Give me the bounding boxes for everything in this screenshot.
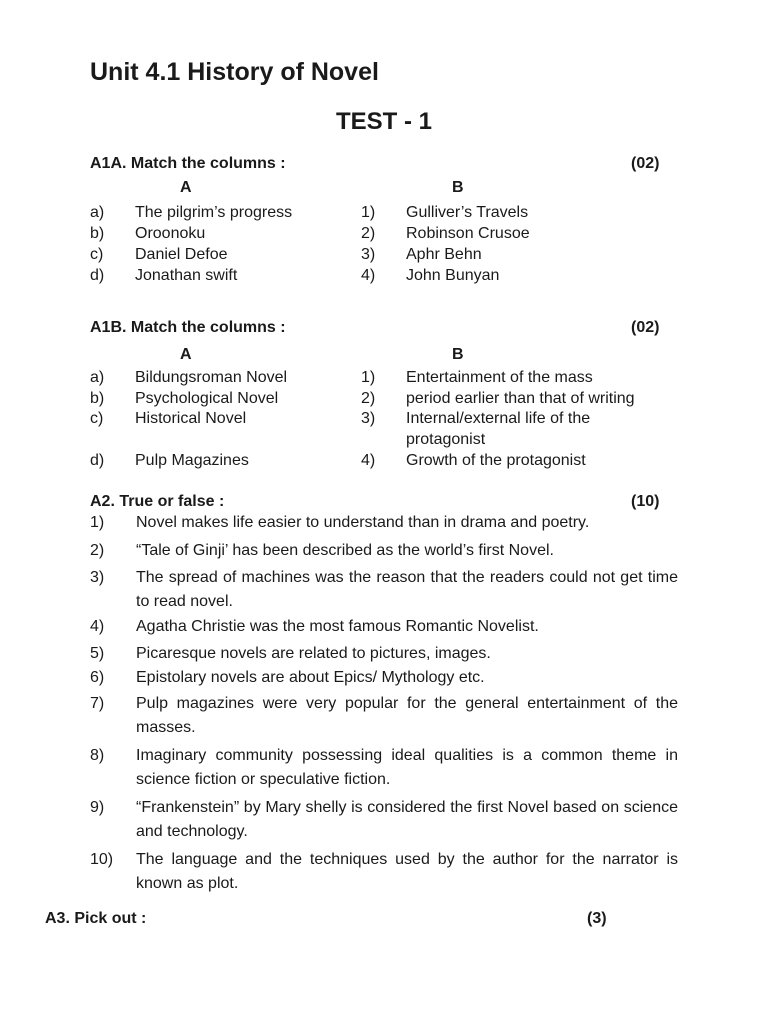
true-false-item xyxy=(90,566,678,614)
true-false-item xyxy=(90,511,678,535)
item-number: 6) xyxy=(90,669,105,686)
a1b-row-a-text: Bildungsroman Novel xyxy=(135,369,288,386)
a1a-column-b-header: B xyxy=(452,179,464,196)
true-false-item xyxy=(90,744,678,792)
item-number: 10) xyxy=(90,851,114,868)
a1a-row-2-text: Robinson Crusoe xyxy=(406,225,530,242)
a1b-row-c-text: Historical Novel xyxy=(135,410,247,427)
item-text: The spread of machines was the reason that the readers could not get time to read novel. xyxy=(136,569,678,610)
item-text: “Tale of Ginji’ has been described as the world’s first Novel. xyxy=(136,542,554,559)
a1a-row-1-key: 1) xyxy=(361,204,376,221)
a1b-row-3-text: Internal/external life of the xyxy=(406,410,591,427)
a1a-row-4-text: John Bunyan xyxy=(406,267,500,284)
a2-heading: A2. True or false : xyxy=(90,493,225,510)
a1b-row-3-key: 3) xyxy=(361,410,376,427)
a1a-row-3-text: Aphr Behn xyxy=(406,246,482,263)
a3-marks: (3) xyxy=(587,910,607,927)
true-false-item xyxy=(90,666,678,690)
a2-marks: (10) xyxy=(631,493,660,510)
a1a-heading: A1A. Match the columns : xyxy=(90,155,286,172)
a1b-row-1-text: Entertainment of the mass xyxy=(406,369,593,386)
item-number: 3) xyxy=(90,569,105,586)
a1a-marks: (02) xyxy=(631,155,660,172)
item-text: The language and the techniques used by the author for the narrator is known as plot. xyxy=(136,851,678,892)
true-false-item xyxy=(90,796,678,844)
a1b-column-b-header: B xyxy=(452,346,464,363)
a1b-row-c-key: c) xyxy=(90,410,104,427)
a1a-row-d-text: Jonathan swift xyxy=(135,267,238,284)
true-false-item xyxy=(90,615,678,639)
item-number: 4) xyxy=(90,618,105,635)
item-number: 7) xyxy=(90,695,105,712)
item-text: Pulp magazines were very popular for the general entertainment of the masses. xyxy=(136,695,678,736)
true-false-item xyxy=(90,539,678,563)
a1b-row-d-key: d) xyxy=(90,452,105,469)
a1a-row-1-text: Gulliver’s Travels xyxy=(406,204,529,221)
true-false-item xyxy=(90,692,678,740)
item-number: 1) xyxy=(90,514,105,531)
a1a-row-4-key: 4) xyxy=(361,267,376,284)
a1a-row-b-text: Oroonoku xyxy=(135,225,206,242)
true-false-item xyxy=(90,848,678,896)
a1a-row-a-text: The pilgrim’s progress xyxy=(135,204,293,221)
item-number: 2) xyxy=(90,542,105,559)
a1b-marks: (02) xyxy=(631,319,660,336)
item-text: Agatha Christie was the most famous Romantic Novelist. xyxy=(136,618,539,635)
a1a-row-3-key: 3) xyxy=(361,246,376,263)
item-text: Picaresque novels are related to pictures, images. xyxy=(136,645,491,662)
a1b-row-b-key: b) xyxy=(90,390,105,407)
a1a-row-2-key: 2) xyxy=(361,225,376,242)
item-number: 5) xyxy=(90,645,105,662)
a1b-row-3-text-continued: protagonist xyxy=(406,431,486,448)
a1b-row-b-text: Psychological Novel xyxy=(135,390,279,407)
a1b-row-1-key: 1) xyxy=(361,369,376,386)
item-text: “Frankenstein” by Mary shelly is considered the first Novel based on science and technology. xyxy=(136,799,678,840)
a1b-row-4-text: Growth of the protagonist xyxy=(406,452,586,469)
item-number: 9) xyxy=(90,799,105,816)
a1b-row-2-text: period earlier than that of writing xyxy=(406,390,635,407)
item-text: Imaginary community possessing ideal qualities is a common theme in science fiction or speculative fiction. xyxy=(136,747,678,788)
item-text: Novel makes life easier to understand than in drama and poetry. xyxy=(136,514,590,531)
a1b-row-a-key: a) xyxy=(90,369,105,386)
a1b-heading: A1B. Match the columns : xyxy=(90,319,286,336)
a1b-row-4-key: 4) xyxy=(361,452,376,469)
a1b-row-2-key: 2) xyxy=(361,390,376,407)
a1a-row-a-key: a) xyxy=(90,204,105,221)
a1a-row-d-key: d) xyxy=(90,267,105,284)
a1b-row-d-text: Pulp Magazines xyxy=(135,452,249,469)
a1a-row-c-key: c) xyxy=(90,246,104,263)
true-false-item xyxy=(90,642,678,666)
a1a-row-c-text: Daniel Defoe xyxy=(135,246,228,263)
item-text: Epistolary novels are about Epics/ Mythology etc. xyxy=(136,669,485,686)
a1a-row-b-key: b) xyxy=(90,225,105,242)
a1b-column-a-header: A xyxy=(180,346,192,363)
test-title: TEST - 1 xyxy=(335,108,432,135)
a1a-column-a-header: A xyxy=(180,179,192,196)
unit-title: Unit 4.1 History of Novel xyxy=(90,58,379,86)
item-number: 8) xyxy=(90,747,105,764)
a3-heading: A3. Pick out : xyxy=(45,910,147,927)
